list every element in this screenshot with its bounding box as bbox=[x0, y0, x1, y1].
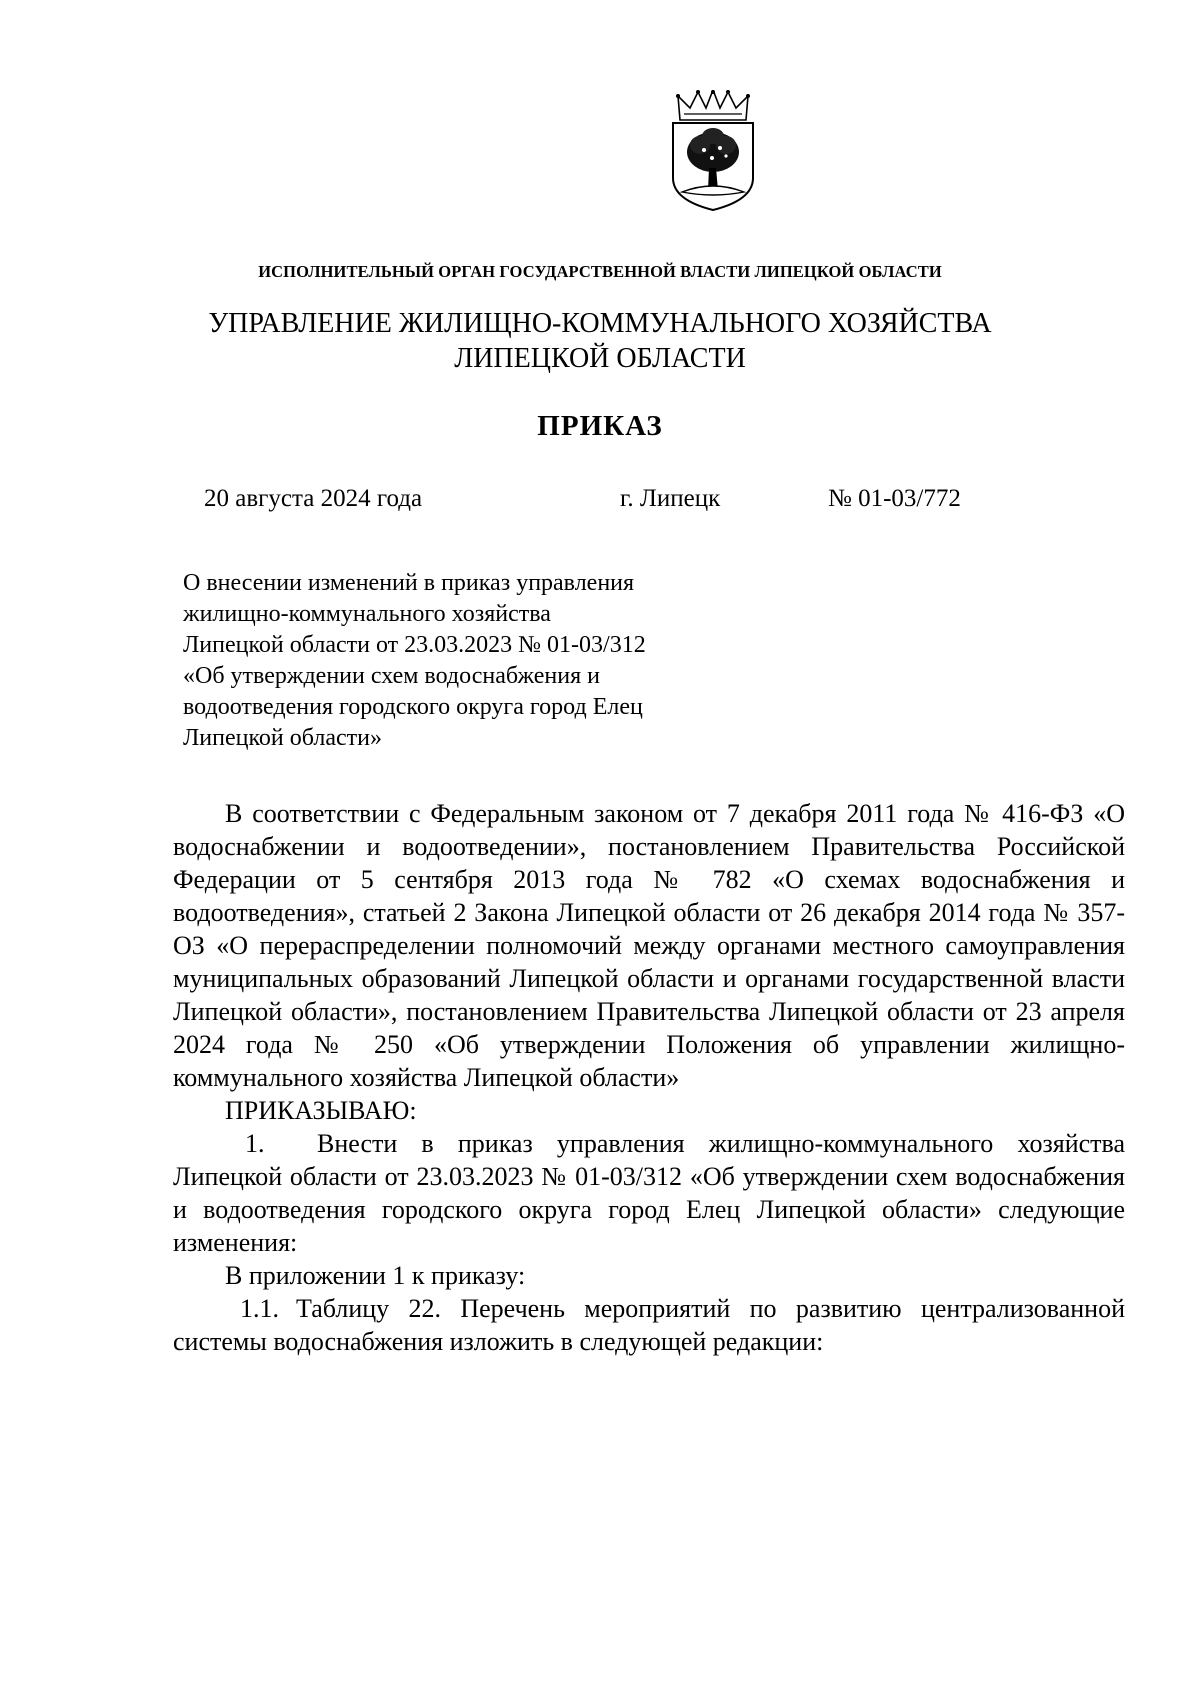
subject-line: Липецкой области от 23.03.2023 № 01-03/312 bbox=[183, 632, 646, 658]
coat-of-arms-emblem bbox=[670, 90, 756, 212]
department-name-line1: УПРАВЛЕНИЕ ЖИЛИЩНО-КОММУНАЛЬНОГО ХОЗЯЙСТВА bbox=[208, 308, 992, 339]
order-number: № 01-03/772 bbox=[828, 485, 961, 512]
department-name bbox=[0, 306, 1200, 376]
organization-name: ИСПОЛНИТЕЛЬНЫЙ ОРГАН ГОСУДАРСТВЕННОЙ ВЛАСТИ ЛИПЕЦКОЙ ОБЛАСТИ bbox=[258, 262, 942, 281]
order-date: 20 августа 2024 года bbox=[204, 485, 423, 512]
subject-line: Липецкой области» bbox=[183, 725, 382, 751]
item-1-paragraph bbox=[173, 1127, 1125, 1259]
annex-line: В приложении 1 к приказу: bbox=[225, 1261, 526, 1290]
item-1-1-number: 1.1. bbox=[240, 1294, 279, 1323]
item-1-number: 1. bbox=[245, 1129, 265, 1158]
department-name-line2: ЛИПЕЦКОЙ ОБЛАСТИ bbox=[454, 343, 746, 374]
subject-line: водоотведения городского округа город Елец bbox=[183, 694, 643, 720]
order-body bbox=[173, 797, 1125, 1358]
subject-line: жилищно-коммунального хозяйства bbox=[183, 601, 551, 627]
item-1-text: Внести в приказ управления жилищно-коммунального хозяйства Липецкой области от 23.03.2023 № 01-03/312 «Об утверждении схем водоснабжения и водоотведения городского округа город Елец Липецкой области» следующие изменения: bbox=[173, 1129, 1125, 1257]
order-directive: ПРИКАЗЫВАЮ: bbox=[225, 1096, 417, 1125]
document-type-title: ПРИКАЗ bbox=[537, 410, 663, 442]
preamble-paragraph: В соответствии с Федеральным законом от 7 декабря 2011 года № 416-ФЗ «О водоснабжении и водоотведении», постановлением Правительства Российской Федерации от 5 сентября 2013 года № 782 «О схемах водоснабжения и водоотведения», статьей 2 Закона Липецкой области от 26 декабря 2014 года № 357-ОЗ «О перераспределении полномочий между органами местного самоуправления муниципальных образований Липецкой области и органами государственной власти Липецкой области», постановлением Правительства Липецкой области от 23 апреля 2024 года № 250 «Об утверждении Положения об управлении жилищно-коммунального хозяйства Липецкой области» bbox=[173, 799, 1125, 1092]
order-subject bbox=[183, 568, 703, 754]
subject-line: «Об утверждении схем водоснабжения и bbox=[183, 663, 600, 689]
order-city: г. Липецк bbox=[620, 485, 721, 512]
subject-line: О внесении изменений в приказ управления bbox=[183, 570, 635, 596]
item-1-1-text: Таблицу 22. Перечень мероприятий по развитию централизованной системы водоснабжения изложить в следующей редакции: bbox=[173, 1294, 1125, 1356]
item-1-1-paragraph bbox=[173, 1292, 1125, 1358]
